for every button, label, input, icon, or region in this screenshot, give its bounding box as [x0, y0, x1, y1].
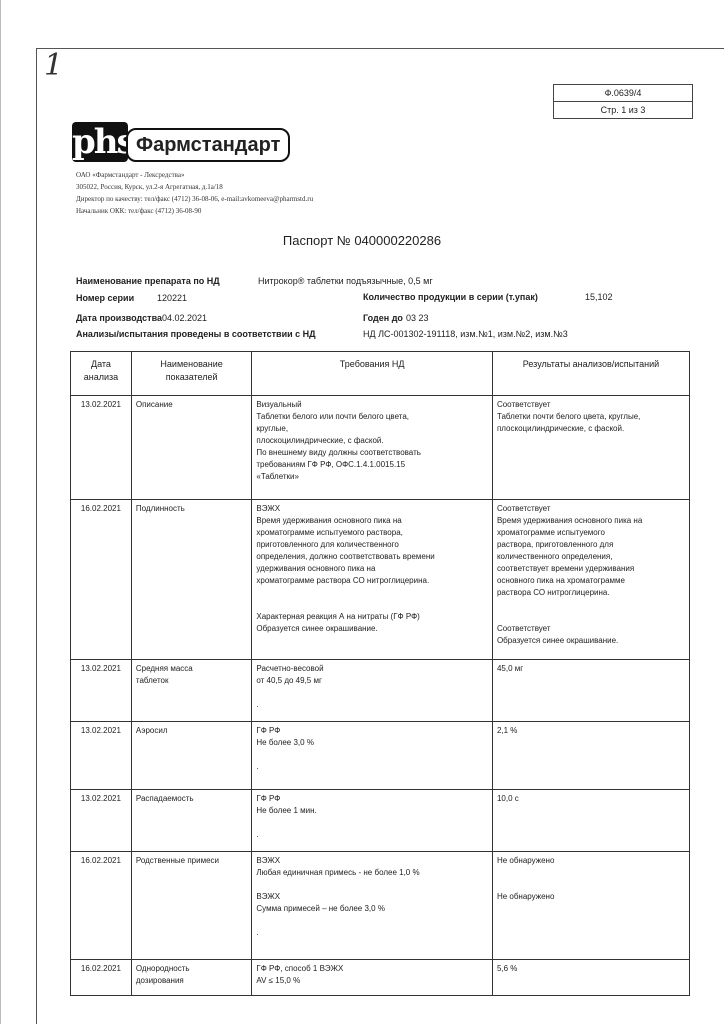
- table-row: [71, 660, 690, 722]
- company-logo-mark: phs: [72, 122, 134, 162]
- cell-name: Распадаемость: [131, 790, 252, 852]
- table-row: [71, 722, 690, 790]
- header-results: Результаты анализов/испытаний: [492, 352, 689, 396]
- cell-result: Соответствует Таблетки почти белого цвета, круглые, плоскоцилиндрические, с фаской.: [492, 396, 689, 500]
- table-row: [71, 396, 690, 500]
- expiry-value: 03 23: [406, 313, 429, 323]
- okk-contact: Начальник ОКК: тел/факс (4712) 36-08-90: [76, 207, 202, 215]
- handwritten-page-number: 1: [44, 48, 64, 83]
- cell-requirements: ГФ РФ, способ 1 ВЭЖХ AV ≤ 15,0 %: [252, 960, 493, 996]
- cell-requirements: ВЭЖХ Любая единичная примесь - не более 1,0 % ВЭЖХ Сумма примесей – не более 3,0 % .: [252, 852, 493, 960]
- prod-date-label: Дата производства: [76, 313, 162, 323]
- left-border-line: [36, 48, 37, 1024]
- table-row: [71, 960, 690, 996]
- header-requirements: Требования НД: [252, 352, 493, 396]
- cell-result: Не обнаружено Не обнаружено: [492, 852, 689, 960]
- series-value: 120221: [157, 293, 188, 303]
- cell-date: 16.02.2021: [71, 500, 132, 660]
- cell-result: 10,0 с: [492, 790, 689, 852]
- cell-name: Описание: [131, 396, 252, 500]
- drug-label: Наименование препарата по НД: [76, 276, 220, 286]
- series-label: Номер серии: [76, 293, 135, 303]
- cell-result: 5,6 %: [492, 960, 689, 996]
- table-header-row: [71, 352, 690, 396]
- cell-requirements: ВЭЖХ Время удерживания основного пика на хроматограмме испытуемого раствора, приготовленного для количественного определения, должно соответствовать времени удерживания основного пика на хроматограмме раствора СО нитроглицерина. Характерная реакция А на нитраты (ГФ РФ) Образуется синее окрашивание.: [252, 500, 493, 660]
- qty-value: 15,102: [585, 292, 613, 302]
- cell-date: 13.02.2021: [71, 396, 132, 500]
- form-code: Ф.0639/4: [554, 85, 692, 102]
- drug-value: Нитрокор® таблетки подъязычные, 0,5 мг: [258, 276, 433, 286]
- cell-name: Родственные примеси: [131, 852, 252, 960]
- expiry-label: Годен до: [363, 313, 403, 323]
- cell-result: 45,0 мг: [492, 660, 689, 722]
- cell-requirements: ГФ РФ Не более 1 мин. .: [252, 790, 493, 852]
- cell-requirements: ГФ РФ Не более 3,0 % .: [252, 722, 493, 790]
- company-address: 305022, Россия, Курск, ул.2-я Агрегатная, д.1а/18: [76, 183, 223, 191]
- table-row: [71, 852, 690, 960]
- header-date: Дата анализа: [71, 352, 132, 396]
- cell-date: 16.02.2021: [71, 852, 132, 960]
- results-table: [70, 351, 690, 996]
- analysis-basis-label: Анализы/испытания проведены в соответствии с НД: [76, 329, 316, 339]
- table-row: [71, 790, 690, 852]
- top-border-line: [36, 48, 724, 49]
- header-name: Наименование показателей: [131, 352, 252, 396]
- page-counter: Стр. 1 из 3: [600, 105, 646, 115]
- cell-name: Аэросил: [131, 722, 252, 790]
- prod-date-value: 04.02.2021: [162, 313, 208, 323]
- cell-name: Подлинность: [131, 500, 252, 660]
- qty-label: Количество продукции в серии (т.упак): [363, 292, 538, 302]
- company-logo-name: Фармстандарт: [126, 128, 290, 162]
- cell-requirements: Расчетно-весовой от 40,5 до 49,5 мг .: [252, 660, 493, 722]
- director-contact: Директор по качеству: тел/факс (4712) 36-08-06, e-mail:avkomeeva@pharmstd.ru: [76, 195, 314, 203]
- passport-title: Паспорт № 040000220286: [282, 233, 442, 248]
- cell-name: Однородность дозирования: [131, 960, 252, 996]
- cell-date: 16.02.2021: [71, 960, 132, 996]
- cell-name: Средняя масса таблеток: [131, 660, 252, 722]
- company-legal-name: ОАО «Фармстандарт - Лексредства»: [76, 171, 185, 179]
- cell-requirements: Визуальный Таблетки белого или почти белого цвета, круглые, плоскоцилиндрические, с фаской. По внешнему виду должны соответствовать требованиям ГФ РФ, ОФС.1.4.1.0015.15 «Таблетки»: [252, 396, 493, 500]
- cell-date: 13.02.2021: [71, 722, 132, 790]
- cell-result: Соответствует Время удерживания основного пика на хроматограмме испытуемого раствора, приготовленного для количественного определения, соответствует времени удерживания основного пика на хроматограмме раствора СО нитроглицерина. Соответствует Образуется синее окрашивание.: [492, 500, 689, 660]
- form-code-box: [553, 84, 693, 119]
- cell-date: 13.02.2021: [71, 660, 132, 722]
- cell-date: 13.02.2021: [71, 790, 132, 852]
- cell-result: 2,1 %: [492, 722, 689, 790]
- analysis-basis-value: НД ЛС-001302-191118, изм.№1, изм.№2, изм.№3: [363, 329, 568, 339]
- table-row: [71, 500, 690, 660]
